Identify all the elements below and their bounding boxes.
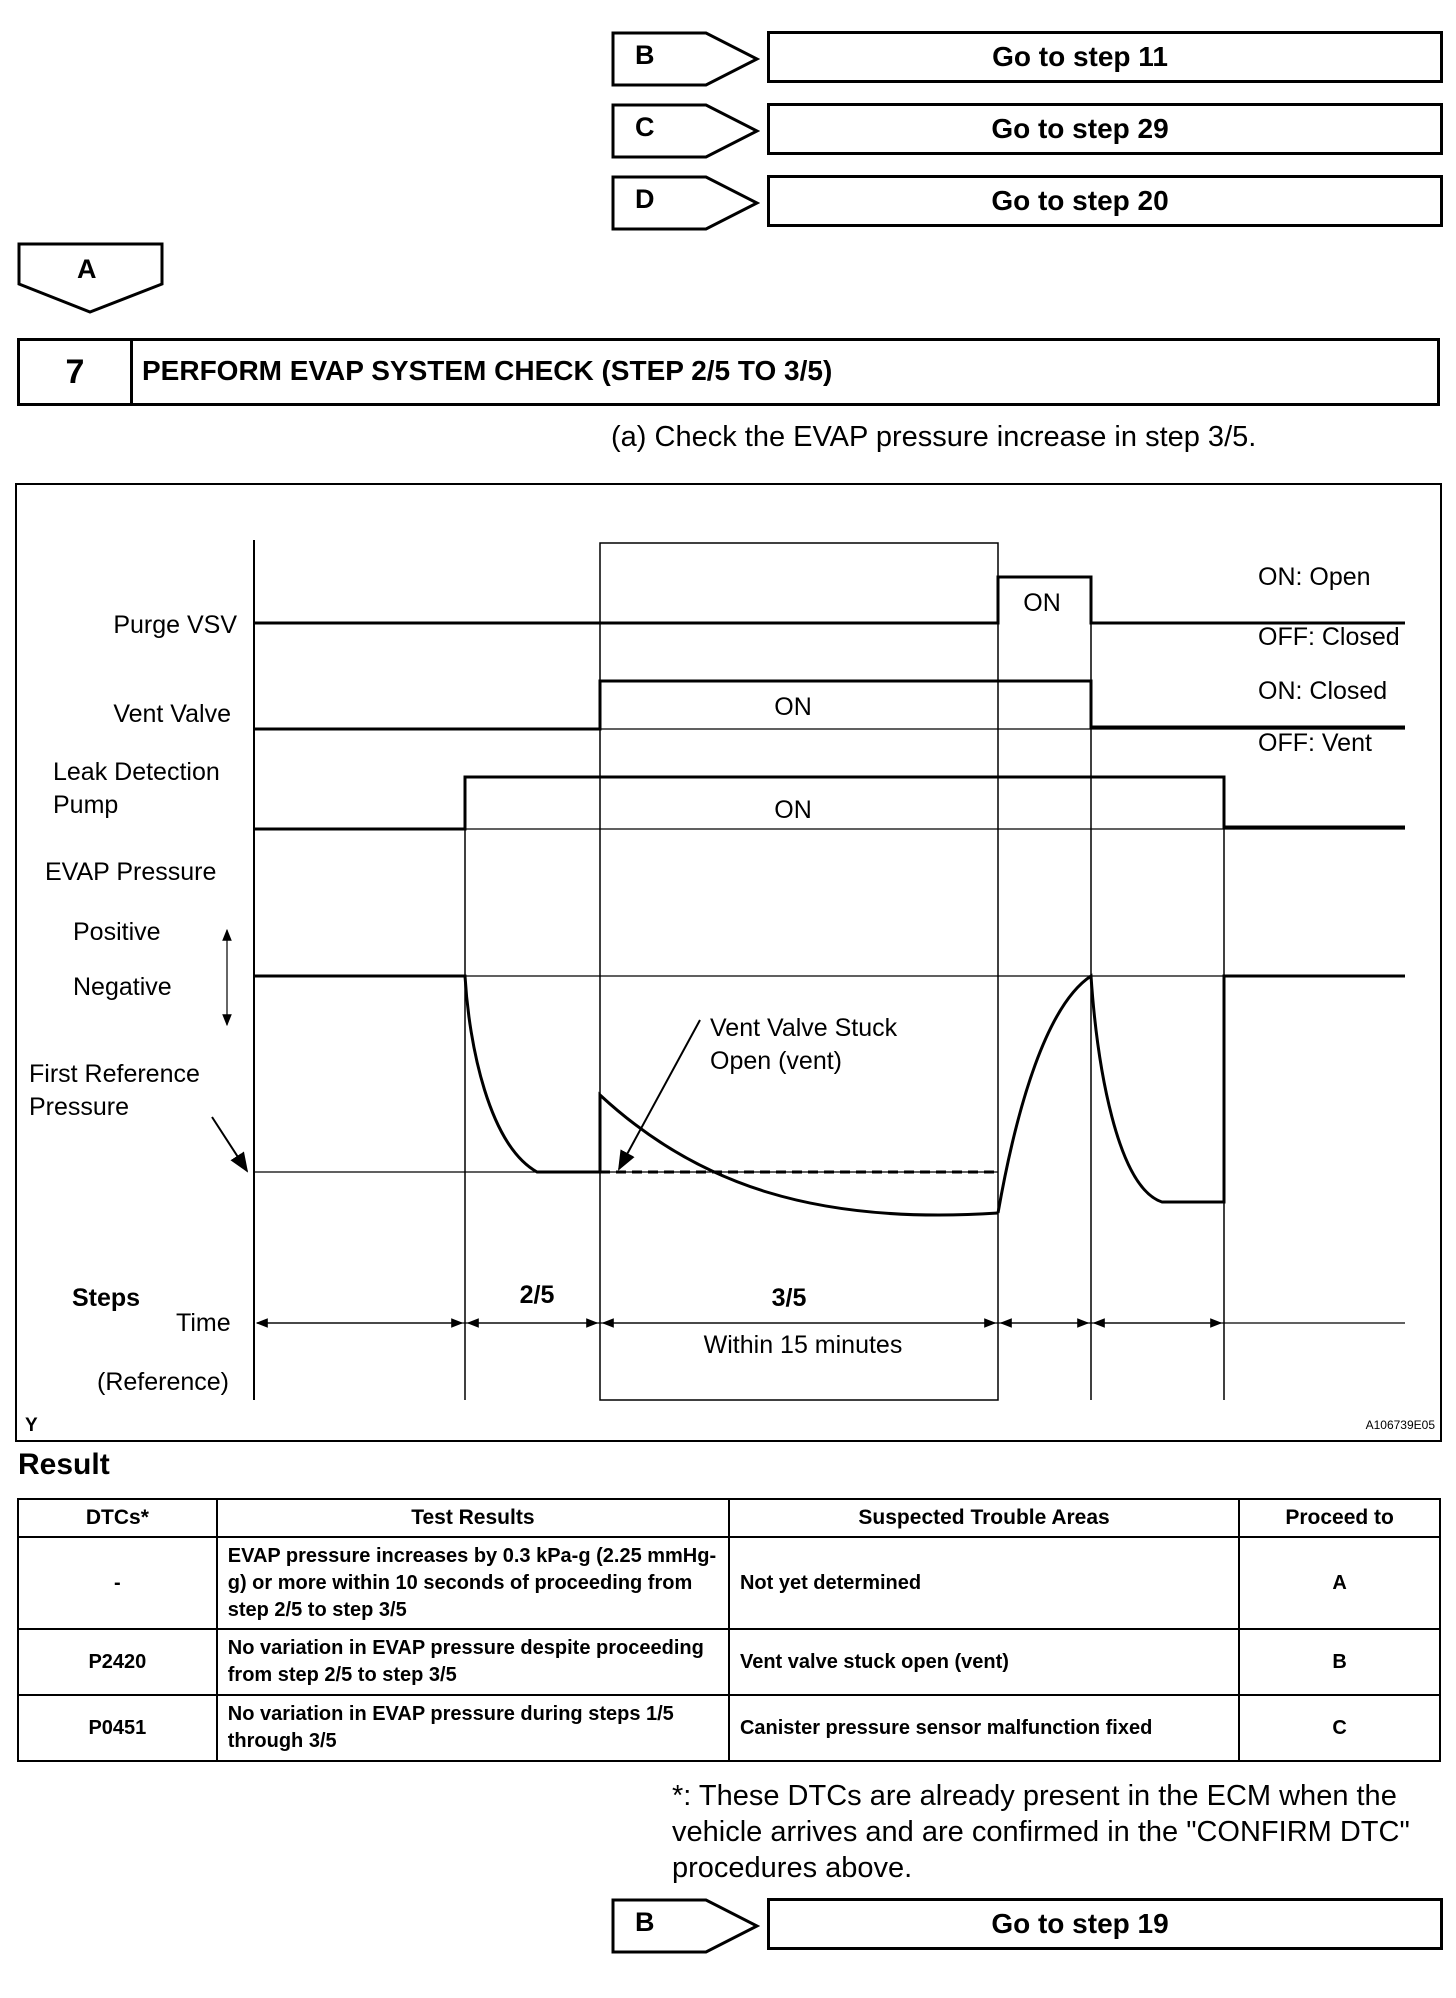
table-header-row: [18, 1499, 1440, 1537]
label-positive: Positive: [73, 918, 161, 946]
step-title: PERFORM EVAP SYSTEM CHECK (STEP 2/5 TO 3/5): [142, 355, 833, 386]
cell-trouble-area: Vent valve stuck open (vent): [729, 1629, 1239, 1695]
label-first-reference: First Reference: [29, 1060, 200, 1088]
vent-on-label: ON: [774, 693, 812, 721]
purge-vsv-trace: [254, 577, 1405, 623]
route-tag-c: [611, 103, 760, 157]
step-2-5-label: 2/5: [519, 1281, 555, 1309]
go-to-step-11-box[interactable]: Go to step 11: [767, 31, 1443, 83]
step-3-window: [600, 543, 998, 1400]
route-tag-label: C: [635, 112, 655, 142]
arrow-tag-icon: [611, 1898, 760, 1954]
table-row: [18, 1629, 1440, 1695]
cell-test-result: EVAP pressure increases by 0.3 kPa-g (2.25 mmHg-g) or more within 10 seconds of proceeding from step 2/5 to step 3/5: [217, 1537, 729, 1629]
route-tag-label: B: [635, 1907, 655, 1937]
evap-pressure-trace: [254, 976, 600, 1172]
table-row: [18, 1537, 1440, 1629]
go-to-step-20-box[interactable]: Go to step 20: [767, 175, 1443, 227]
cell-proceed: A: [1239, 1537, 1440, 1629]
label-evap-pressure: EVAP Pressure: [45, 858, 217, 886]
label-vent-valve: Vent Valve: [113, 700, 231, 728]
header-suspected-areas: Suspected Trouble Areas: [729, 1499, 1239, 1537]
figure-id: A106739E05: [1365, 1418, 1435, 1432]
arrow-tag-icon: [611, 103, 760, 159]
arrow-tag-icon: [611, 31, 760, 87]
leak-pump-trace: [254, 777, 1405, 829]
purge-on-label: ON: [1023, 589, 1061, 617]
cell-trouble-area: Canister pressure sensor malfunction fixed: [729, 1695, 1239, 1761]
figure-corner-mark: Y: [25, 1415, 38, 1436]
legend-purge-off: OFF: Closed: [1258, 623, 1400, 651]
cell-proceed: C: [1239, 1695, 1440, 1761]
result-title: Result: [18, 1448, 110, 1481]
route-tag-d: [611, 175, 760, 229]
label-pump: Pump: [53, 791, 119, 819]
legend-vent-off: OFF: Vent: [1258, 729, 1372, 757]
cell-dtc: P2420: [18, 1629, 217, 1695]
vent-valve-trace: [254, 681, 1405, 729]
go-to-step-29-box[interactable]: Go to step 29: [767, 103, 1443, 155]
cell-dtc: P0451: [18, 1695, 217, 1761]
annotation-open-vent: Open (vent): [710, 1047, 843, 1075]
route-tag-b: [611, 31, 760, 85]
timing-diagram: [15, 483, 1442, 1442]
cell-test-result: No variation in EVAP pressure during steps 1/5 through 3/5: [217, 1695, 729, 1761]
label-negative: Negative: [73, 973, 172, 1001]
route-tag-label: A: [77, 254, 97, 284]
header-dtcs: DTCs*: [18, 1499, 217, 1537]
cell-dtc: -: [18, 1537, 217, 1629]
label-reference: (Reference): [97, 1368, 229, 1396]
label-steps: Steps: [72, 1284, 141, 1312]
within-15-minutes: Within 15 minutes: [703, 1331, 903, 1359]
table-row: [18, 1695, 1440, 1761]
pump-on-label: ON: [774, 796, 812, 824]
route-tag-label: B: [635, 40, 655, 70]
step-number: 7: [20, 341, 133, 403]
label-leak-detection: Leak Detection: [53, 758, 220, 786]
legend-purge-on: ON: Open: [1258, 563, 1371, 591]
dtc-footnote: *: These DTCs are already present in the ECM when the vehicle arrives and are confirmed in the "CONFIRM DTC" procedures above.: [672, 1780, 1410, 1884]
go-to-step-19-box[interactable]: Go to step 19: [767, 1898, 1443, 1950]
cell-proceed: B: [1239, 1629, 1440, 1695]
step-header: [17, 338, 1440, 406]
header-proceed-to: Proceed to: [1239, 1499, 1440, 1537]
cell-trouble-area: Not yet determined: [729, 1537, 1239, 1629]
step-3-5-label: 3/5: [771, 1284, 807, 1312]
route-tag-b-bottom: [611, 1898, 760, 1952]
label-pressure: Pressure: [29, 1093, 130, 1121]
legend-vent-on: ON: Closed: [1258, 677, 1388, 705]
label-time: Time: [176, 1309, 231, 1337]
instruction-text: (a) Check the EVAP pressure increase in step 3/5.: [611, 421, 1257, 453]
result-table: [17, 1498, 1441, 1762]
route-tag-label: D: [635, 184, 655, 214]
cell-test-result: No variation in EVAP pressure despite proceeding from step 2/5 to step 3/5: [217, 1629, 729, 1695]
arrow-tag-icon: [611, 175, 760, 231]
label-purge-vsv: Purge VSV: [113, 611, 237, 639]
route-tag-a: [17, 242, 165, 314]
header-test-results: Test Results: [217, 1499, 729, 1537]
annotation-vent-stuck: Vent Valve Stuck: [710, 1014, 898, 1042]
